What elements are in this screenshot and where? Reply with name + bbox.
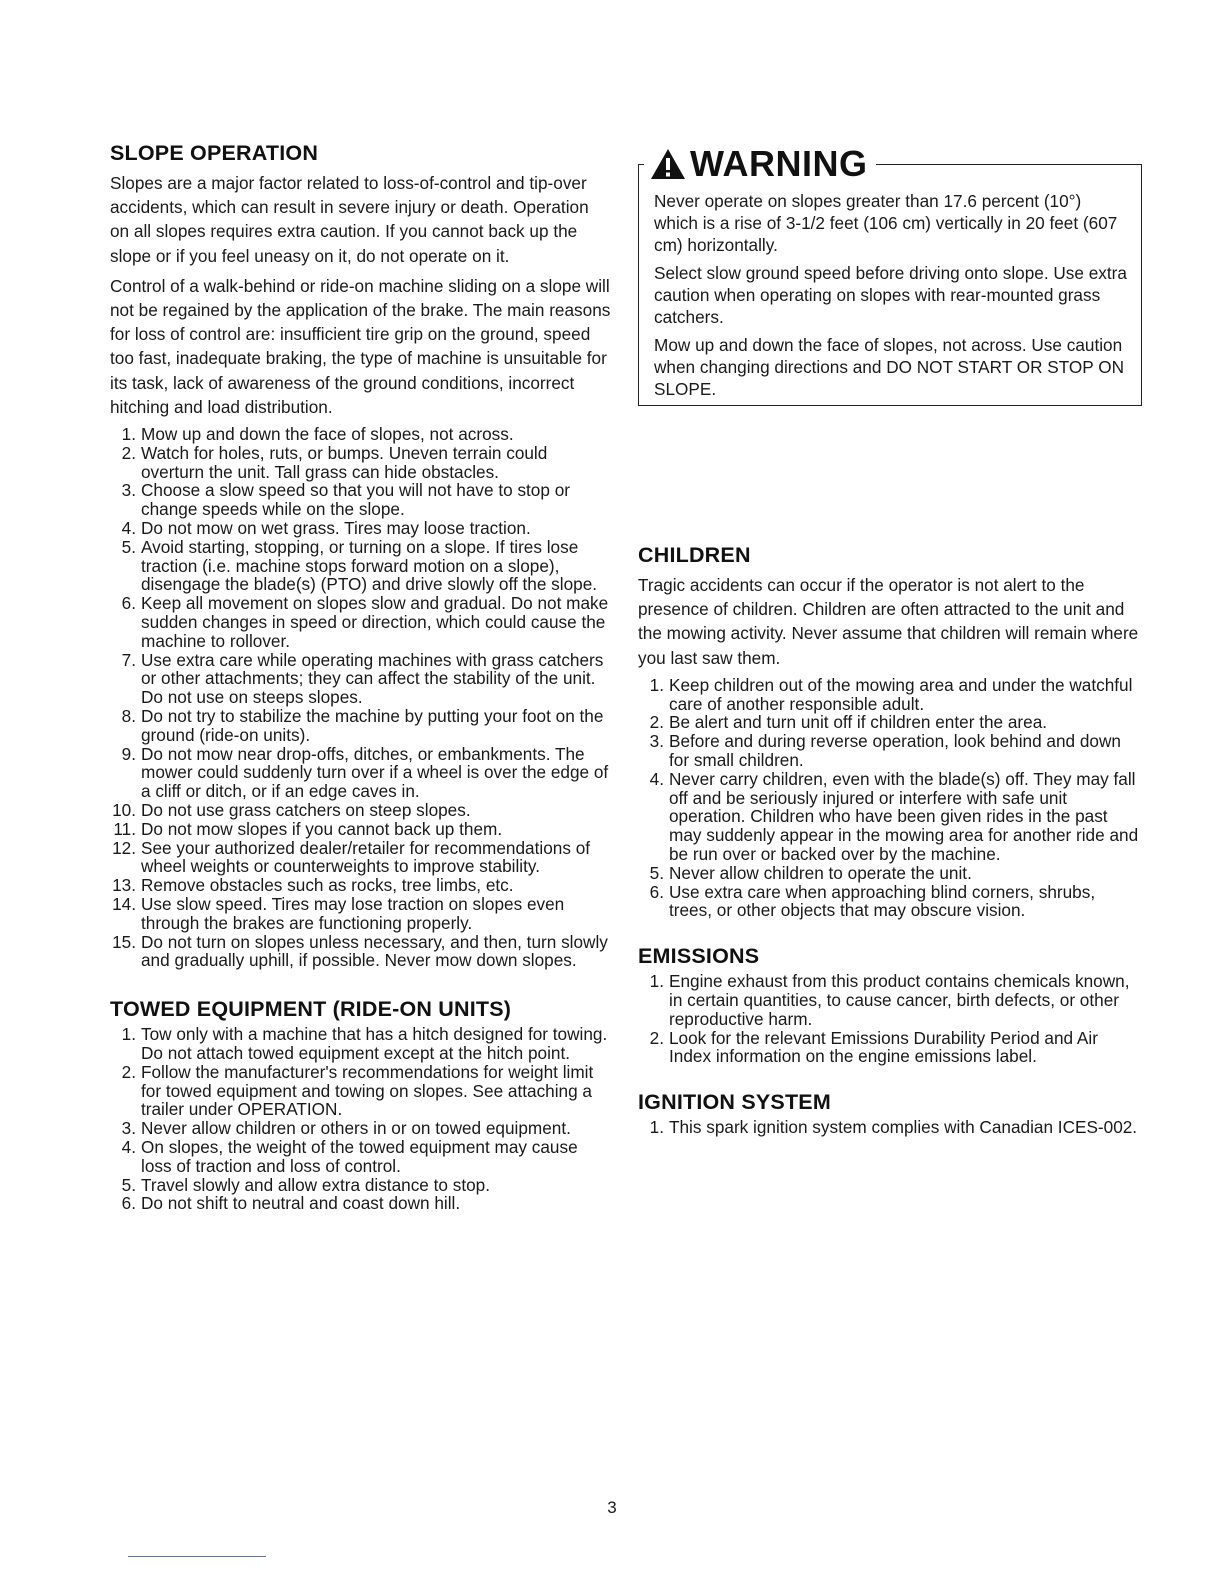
list-item: 5. Never allow children to operate the unit. bbox=[649, 862, 972, 883]
warning-box-top-rule bbox=[876, 164, 1142, 165]
slope-operation-heading: SLOPE OPERATION bbox=[110, 141, 319, 165]
list-item: 6. Use extra care when approaching blind corners, shrubs, trees, or other objects that may obscure vision. bbox=[649, 881, 1096, 921]
list-item: 1. Keep children out of the mowing area and under the watchful care of another responsible adult. bbox=[649, 674, 1133, 714]
list-item: 5. Travel slowly and allow extra distance to stop. bbox=[121, 1174, 491, 1195]
list-item: 8. Do not try to stabilize the machine by putting your foot on the ground (ride-on units). bbox=[121, 705, 604, 745]
towed-equipment-heading: TOWED EQUIPMENT (RIDE-ON UNITS) bbox=[110, 997, 512, 1022]
emissions-section bbox=[638, 943, 1142, 1066]
ignition-system-section bbox=[638, 1089, 1142, 1137]
list-item: 4. On slopes, the weight of the towed equipment may cause loss of traction and loss of control. bbox=[121, 1136, 578, 1176]
list-item: 2. Be alert and turn unit off if children enter the area. bbox=[649, 712, 1048, 733]
list-item: 1. Tow only with a machine that has a hitch designed for towing. Do not attach towed equipment except at the hitch point. bbox=[121, 1024, 608, 1063]
footer-rule bbox=[128, 1556, 266, 1557]
list-item: 6. Do not shift to neutral and coast down hill. bbox=[121, 1193, 461, 1214]
list-item: 12. See your authorized dealer/retailer for recommendations of wheel weights or counterweights to improve stability. bbox=[112, 837, 591, 877]
slope-rules-list bbox=[110, 425, 612, 970]
list-item: 3. Never allow children or others in or on towed equipment. bbox=[121, 1118, 571, 1139]
warning-box bbox=[638, 143, 1142, 406]
warning-triangle-icon bbox=[650, 148, 686, 180]
ignition-system-list bbox=[638, 1118, 1142, 1137]
warning-paragraph: Select slow ground speed before driving onto slope. Use extra caution when operating on slopes with rear-mounted grass catchers. bbox=[654, 263, 1127, 327]
children-intro-paragraph: Tragic accidents can occur if the operator is not alert to the presence of children. Children are often attracted to the unit and the mowing activity. Never assume that children will remain where you last saw them. bbox=[638, 575, 1139, 668]
towed-equipment-list bbox=[110, 1025, 612, 1213]
page-number: 3 bbox=[607, 1498, 617, 1517]
right-column bbox=[638, 140, 1142, 1138]
list-item: 11. Do not mow slopes if you cannot back up them. bbox=[113, 818, 503, 839]
towed-equipment-section bbox=[110, 996, 612, 1213]
warning-title bbox=[648, 144, 874, 184]
list-item: 14. Use slow speed. Tires may lose traction on slopes even through the brakes are functioning properly. bbox=[112, 893, 565, 933]
list-item: 3. Choose a slow speed so that you will not have to stop or change speeds while on the slope. bbox=[121, 480, 570, 520]
list-item: 2. Follow the manufacturer's recommendations for weight limit for towed equipment and towing on slopes. See attaching a trailer under OPERATION. bbox=[121, 1061, 594, 1120]
slope-control-paragraph: Control of a walk-behind or ride-on machine sliding on a slope will not be regained by the application of the brake. The main reasons for loss of control are: insufficient tire grip on the ground, speed too fast, inadequate braking, the type of machine is unsuitable for its task, lack of awareness of the ground conditions, incorrect hitching and load distribution. bbox=[110, 275, 611, 417]
list-item: 3. Before and during reverse operation, look behind and down for small children. bbox=[649, 731, 1121, 770]
list-item: 5. Avoid starting, stopping, or turning on a slope. If tires lose traction (i.e. machine stops forward motion on a slope), disengage the blade(s) (PTO) and drive slowly off the slope. bbox=[121, 536, 598, 595]
list-item: 10. Do not use grass catchers on steep slopes. bbox=[112, 799, 471, 820]
slope-operation-section bbox=[110, 140, 612, 970]
emissions-list bbox=[638, 972, 1142, 1066]
list-item: 2. Look for the relevant Emissions Durability Period and Air Index information on the engine emissions label. bbox=[649, 1027, 1098, 1067]
warning-box-top-rule bbox=[638, 164, 644, 165]
children-list bbox=[638, 676, 1142, 920]
list-item: 1. Mow up and down the face of slopes, not across. bbox=[121, 424, 514, 445]
warning-body bbox=[654, 190, 1128, 406]
list-item: 7. Use extra care while operating machines with grass catchers or other attachments; they can affect the stability of the unit. Do not use on steeps slopes. bbox=[121, 649, 604, 708]
ignition-system-heading: IGNITION SYSTEM bbox=[638, 1090, 831, 1115]
list-item: 15. Do not turn on slopes unless necessary, and then, turn slowly and gradually uphill, if possible. Never mow down slopes. bbox=[112, 931, 608, 971]
list-item: 13. Remove obstacles such as rocks, tree limbs, etc. bbox=[112, 875, 514, 896]
list-item: 4. Do not mow on wet grass. Tires may loose traction. bbox=[121, 518, 531, 539]
list-item: 9. Do not mow near drop-offs, ditches, or embankments. The mower could suddenly turn over if a wheel is over the edge of a cliff or ditch, or if an edge caves in. bbox=[121, 743, 609, 802]
slope-intro-paragraph: Slopes are a major factor related to loss-of-control and tip-over accidents, which can result in severe injury or death. Operation on all slopes requires extra caution. If you cannot back up the slope or if you feel uneasy on it, do not operate on it. bbox=[110, 173, 589, 266]
children-heading: CHILDREN bbox=[638, 543, 751, 567]
warning-paragraph: Mow up and down the face of slopes, not across. Use caution when changing directions and DO NOT START OR STOP ON SLOPE. bbox=[654, 335, 1124, 399]
list-item: 1. Engine exhaust from this product contains chemicals known, in certain quantities, to cause cancer, birth defects, or other reproductive harm. bbox=[649, 971, 1130, 1029]
emissions-heading: EMISSIONS bbox=[638, 944, 760, 969]
warning-title-text: WARNING bbox=[690, 143, 868, 184]
list-item: 1. This spark ignition system complies with Canadian ICES-002. bbox=[649, 1117, 1138, 1138]
list-item: 2. Watch for holes, ruts, or bumps. Uneven terrain could overturn the unit. Tall grass can hide obstacles. bbox=[121, 442, 548, 482]
left-column bbox=[110, 140, 612, 1213]
warning-paragraph: Never operate on slopes greater than 17.6 percent (10°) which is a rise of 3-1/2 feet (106 cm) vertically in 20 feet (607 cm) horizontally. bbox=[654, 191, 1118, 255]
list-item: 4. Never carry children, even with the blade(s) off. They may fall off and be seriously injured or interfere with safe unit operation. Children who have been given rides in the past may suddenly appear in the mowing area for another ride and be run over or backed over by the machine. bbox=[649, 768, 1139, 864]
children-section-group bbox=[638, 542, 1142, 1137]
list-item: 6. Keep all movement on slopes slow and gradual. Do not make sudden changes in speed or direction, which could cause the machine to rollover. bbox=[121, 593, 609, 651]
children-section bbox=[638, 542, 1142, 920]
